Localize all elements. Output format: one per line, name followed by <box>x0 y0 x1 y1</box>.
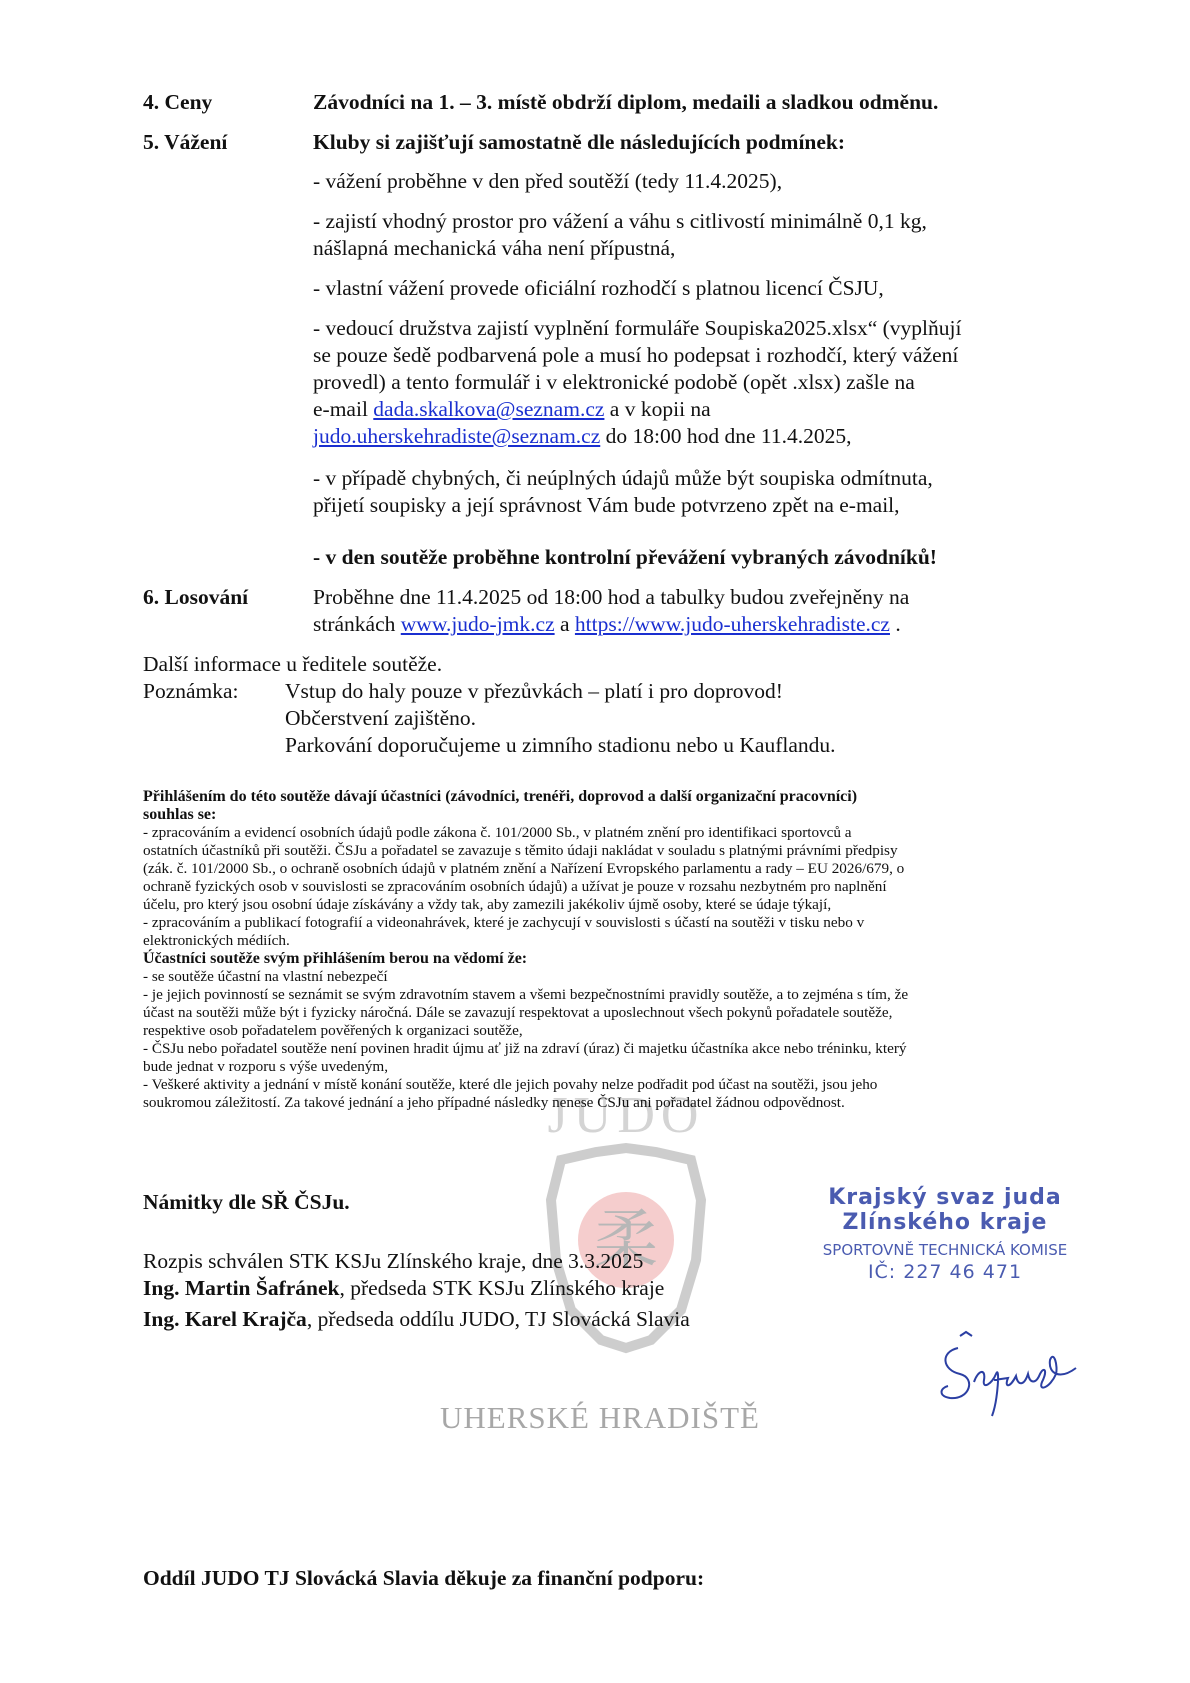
deadline-text: do 18:00 hod dne 11.4.2025, <box>600 424 852 448</box>
signatory-2 <box>143 1306 1043 1333</box>
consent-p2-line-1: - zpracováním a publikací fotografií a videonahrávek, které je zachycují v souvislosti s účastí na soutěži v tisku nebo v <box>143 914 865 931</box>
approval-line: Rozpis schválen STK KSJu Zlínského kraje, dne 3.3.2025 <box>143 1249 644 1273</box>
vazeni-item-5-line-2: přijetí soupisky a její správnost Vám bude potvrzeno zpět na e-mail, <box>313 493 900 517</box>
vazeni-item-1: - vážení proběhne v den před soutěží (tedy 11.4.2025), <box>313 169 783 193</box>
losovani-suffix: . <box>889 612 901 636</box>
consent-q1: - se soutěže účastní na vlastní nebezpečí <box>143 968 388 985</box>
consent-p1-line-3: (zák. č. 101/2000 Sb., o ochraně osobních údajů v platném znění a Nařízení Evropského parlamentu a rady – EU 2026/679, o <box>143 860 905 877</box>
handwritten-signature <box>930 1330 1090 1420</box>
vazeni-heading: Kluby si zajišťují samostatně dle následujících podmínek: <box>313 130 846 154</box>
signatory-2-name: Ing. Karel Krajča <box>143 1307 307 1331</box>
watermark-emblem-icon <box>496 1090 756 1390</box>
vazeni-item-4-line-2: se pouze šedě podbarvená pole a musí ho podepsat i rozhodčí, který vážení <box>313 343 959 367</box>
official-stamp <box>795 1185 1095 1295</box>
losovani-line-1: Proběhne dne 11.4.2025 od 18:00 hod a tabulky budou zveřejněny na <box>313 585 910 609</box>
note-1: Vstup do haly pouze v přezůvkách – platí i pro doprovod! <box>285 679 783 703</box>
section-label-losovani: 6. Losování <box>143 585 249 609</box>
thanks-heading: Oddíl JUDO TJ Slovácká Slavia děkuje za finanční podporu: <box>143 1566 705 1590</box>
consent-q4-line-2: soukromou záležitostí. Za takové jednání a jeho případné následky nenese ČSJu ani pořadatel žádnou odpovědnost. <box>143 1094 845 1111</box>
consent-q2-line-3: respektive osob pořadatelem pověřených k organizaci soutěže, <box>143 1022 523 1039</box>
consent-p1-line-5: účelu, pro který jsou osobní údaje získávány a vždy tak, aby zamezili jakékoliv újmě osoby, které se údaje týkají, <box>143 896 832 913</box>
notes-block <box>143 651 1043 759</box>
judo-club-watermark-logo <box>496 1090 756 1390</box>
consent-p2-line-2: elektronických médiích. <box>143 932 290 949</box>
losovani-line-2 <box>313 611 1073 638</box>
consent-heading-line-2: souhlas se: <box>143 806 217 823</box>
svg-text:JUDO: JUDO <box>547 1090 705 1144</box>
consent-p1-line-4: ochraně fyzických osob v souvislosti se zpracováním osobních údajů) a užívat je pouze v rozsahu nezbytném pro naplnění <box>143 878 887 895</box>
email-prefix: e-mail <box>313 397 374 421</box>
email-link-judo-uherskehradiste[interactable]: judo.uherskehradiste@seznam.cz <box>313 424 601 448</box>
consent-q2-line-1: - je jejich povinností se seznámit se svým zdravotním stavem a všemi bezpečnostními pravidly soutěže, a to zejména s tím, že <box>143 986 909 1003</box>
consent-q3-line-1: - ČSJu nebo pořadatel soutěže není povinen hradit újmu ať již na zdraví (úraz) či majetku účastníka akce nebo tréninku, který <box>143 1040 907 1057</box>
vazeni-item-4-line-4 <box>313 396 1073 423</box>
losovani-text <box>313 584 1073 638</box>
notes-info: Další informace u ředitele soutěže. <box>143 652 443 676</box>
consent-block <box>143 788 1063 1112</box>
stamp-line-2: Zlínského kraje <box>842 1210 1048 1235</box>
ceny-text: Závodníci na 1. – 3. místě obdrží diplom, medaili a sladkou odměnu. <box>313 90 939 114</box>
vazeni-item-5 <box>313 465 1073 519</box>
vazeni-item-4 <box>313 315 1073 450</box>
email-link-dada-skalkova[interactable]: dada.skalkova@seznam.cz <box>373 397 605 421</box>
vazeni-item-4-line-3: provedl) a tento formulář i v elektronické podobě (opět .xlsx) zašle na <box>313 370 915 394</box>
vazeni-item-4-line-5 <box>313 423 1073 450</box>
consent-heading-line-1: Přihlášením do této soutěže dávají účastníci (závodníci, trenéři, doprovod a další organizační pracovníci) <box>143 788 858 805</box>
notes-poznamka <box>143 678 1043 759</box>
note-3: Parkování doporučujeme u zimního stadionu nebo u Kauflandu. <box>285 733 836 757</box>
consent-q2-line-2: účast na soutěži může být i fyzicky náročná. Dále se zavazují respektovat a uposlechnout všech pokynů pořadatele soutěže, <box>143 1004 893 1021</box>
notes-list <box>285 678 1025 759</box>
vazeni-item-6: - v den soutěže proběhne kontrolní převážení vybraných závodníků! <box>313 545 937 569</box>
signatory-2-role: , předseda oddílu JUDO, TJ Slovácká Slavia <box>306 1307 690 1331</box>
stamp-line-3: SPORTOVNĚ TECHNICKÁ KOMISE <box>822 1241 1068 1259</box>
vazeni-item-2-line-2: nášlapná mechanická váha není přípustná, <box>313 236 676 260</box>
consent-q4-line-1: - Veškeré aktivity a jednání v místě konání soutěže, které dle jejich povahy nelze podřadit pod účast na soutěži, jsou jeho <box>143 1076 878 1093</box>
watermark-city-text: UHERSKÉ HRADIŠTĚ <box>440 1400 760 1435</box>
svg-text:柔: 柔 <box>594 1204 658 1278</box>
vazeni-item-5-line-1: - v případě chybných, či neúplných údajů může být soupiska odmítnuta, <box>313 466 933 490</box>
stamp-line-4: IČ: 227 46 471 <box>867 1261 1023 1283</box>
link-judo-uherskehradiste[interactable]: https://www.judo-uherskehradiste.cz <box>574 612 890 636</box>
signatory-1-name: Ing. Martin Šafránek <box>143 1276 340 1300</box>
signature-icon <box>930 1330 1090 1420</box>
namitky-heading: Námitky dle SŘ ČSJu. <box>143 1190 350 1214</box>
link-judo-jmk[interactable]: www.judo-jmk.cz <box>400 612 555 636</box>
losovani-conjunction: a <box>554 612 575 636</box>
section-label-ceny: 4. Ceny <box>143 90 213 114</box>
email-copy-text: a v kopii na <box>604 397 711 421</box>
notes-label: Poznámka: <box>143 679 239 703</box>
stamp-line-1: Krajský svaz juda <box>828 1185 1062 1210</box>
section-label-vazeni: 5. Vážení <box>143 130 228 154</box>
note-2: Občerstvení zajištěno. <box>285 706 477 730</box>
vazeni-item-4-line-1: - vedoucí družstva zajistí vyplnění formuláře Soupiska2025.xlsx“ (vyplňují <box>313 316 962 340</box>
consent-heading-2: Účastníci soutěže svým přihlášením berou na vědomí že: <box>143 950 528 967</box>
vazeni-item-2 <box>313 208 1073 262</box>
signatory-1-role: , předseda STK KSJu Zlínského kraje <box>339 1276 665 1300</box>
vazeni-item-3: - vlastní vážení provede oficiální rozhodčí s platnou licencí ČSJU, <box>313 276 884 300</box>
losovani-prefix: stránkách <box>313 612 401 636</box>
consent-q3-line-2: bude jednat v rozporu s výše uvedeným, <box>143 1058 389 1075</box>
consent-p1-line-2: ostatních účastníků při soutěži. ČSJu a pořadatel se zavazuje s těmito údaji nakládat v souladu s platnými právními předpisy <box>143 842 898 859</box>
consent-p1-line-1: - zpracováním a evidencí osobních údajů podle zákona č. 101/2000 Sb., v platném znění pro identifikaci sportovců a <box>143 824 852 841</box>
vazeni-item-2-line-1: - zajistí vhodný prostor pro vážení a váhu s citlivostí minimálně 0,1 kg, <box>313 209 927 233</box>
